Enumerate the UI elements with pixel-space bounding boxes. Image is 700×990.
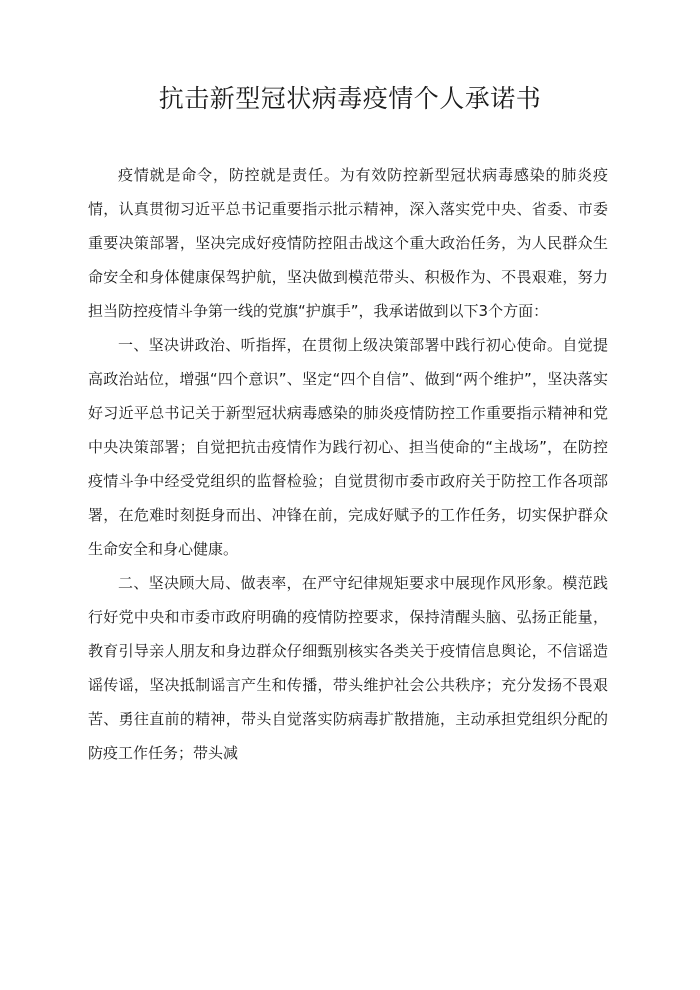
document-title: 抗击新型冠状病毒疫情个人承诺书 xyxy=(158,84,542,113)
commitment-paragraph-2: 二、坚决顾大局、做表率，在严守纪律规矩要求中展现作风形象。模范践行好党中央和市委市政府明确的疫情防控要求，保持清醒头脑、弘扬正能量，教育引导亲人朋友和身边群众仔细甄别核实各类关于疫情信息舆论，不信谣造谣传谣，坚决抵制谣言产生和传播，带头维护社会公共秩序；充分发扬不畏艰苦、勇往直前的精神，带头自觉落实防病毒扩散措施，主动承担党组织分配的防疫工作任务；带头减 xyxy=(88,574,608,762)
document-body xyxy=(88,158,608,770)
commitment-paragraph-1: 一、坚决讲政治、听指挥，在贯彻上级决策部署中践行初心使命。自觉提高政治站位，增强“四个意识”、坚定“四个自信”、做到“两个维护”，坚决落实好习近平总书记关于新型冠状病毒感染的肺炎疫情防控工作重要指示精神和党中央决策部署；自觉把抗击疫情作为践行初心、担当使命的“主战场”，在防控疫情斗争中经受党组织的监督检验；自觉贯彻市委市政府关于防控工作各项部署，在危难时刻挺身而出、冲锋在前，完成好赋予的工作任务，切实保护群众生命安全和身心健康。 xyxy=(88,336,608,558)
intro-paragraph: 疫情就是命令，防控就是责任。为有效防控新型冠状病毒感染的肺炎疫情，认真贯彻习近平总书记重要指示批示精神，深入落实党中央、省委、市委重要决策部署，坚决完成好疫情防控阻击战这个重大政治任务，为人民群众生命安全和身体健康保驾护航，坚决做到模范带头、积极作为、不畏艰难，努力担当防控疫情斗争第一线的党旗“护旗手”，我承诺做到以下3个方面： xyxy=(88,166,608,320)
